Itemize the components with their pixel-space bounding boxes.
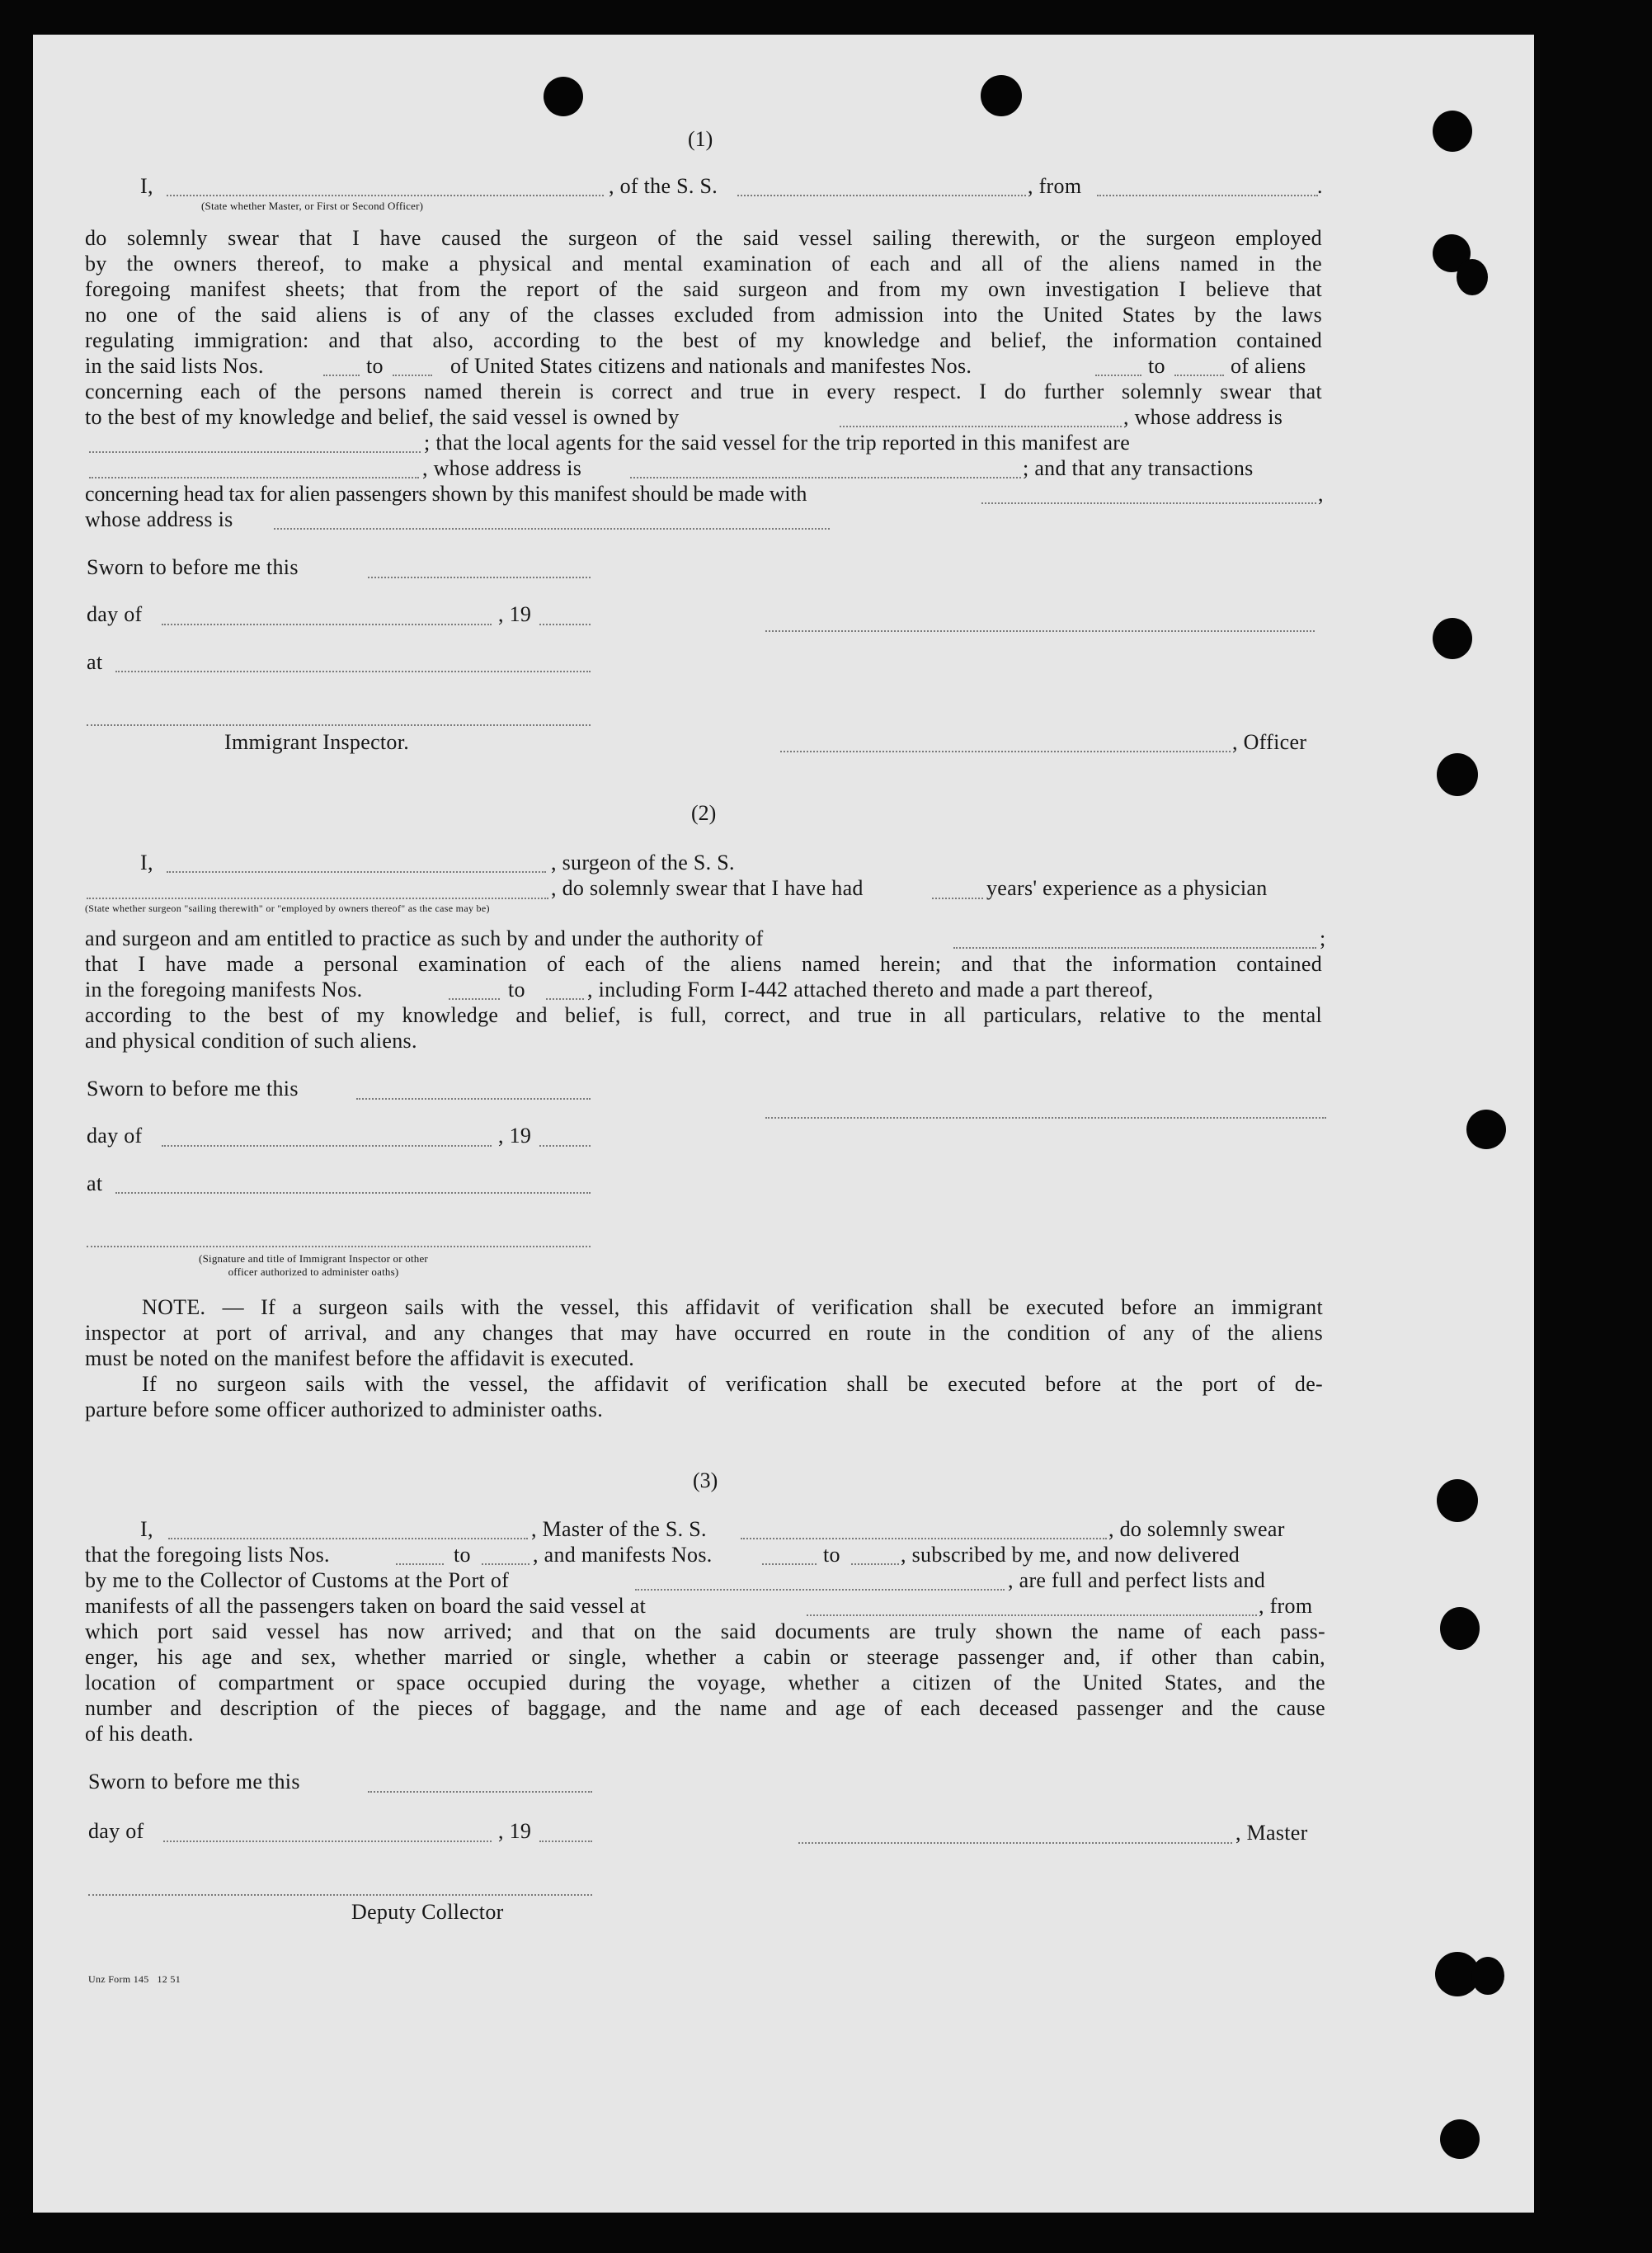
s1-line-7: concerning each of the persons named therein is correct and true in every respect. I do further solemnly swear that: [85, 379, 1322, 403]
surgeon-status-blank[interactable]: [87, 898, 548, 899]
master-signature-blank[interactable]: [798, 1842, 1232, 1844]
s2-line-1a: I,: [140, 851, 153, 874]
s3-line-5: which port said vessel has now arrived; and that on the said documents are truly shown the name of each pass-: [85, 1619, 1325, 1643]
punch-hole-right-7: [1437, 1479, 1478, 1522]
s1-officer-signature-top-blank[interactable]: [765, 630, 1315, 632]
s1-line-11b: ,: [1318, 482, 1324, 506]
s2-line-4: that I have made a personal examination of each of the aliens named herein; and that the information contained: [85, 952, 1322, 976]
years-experience-blank[interactable]: [932, 898, 983, 899]
s3-day-of-label: day of: [88, 1819, 144, 1843]
section-1-number: (1): [688, 127, 713, 151]
agents-address-blank[interactable]: [630, 477, 1021, 478]
s1-opening-from: , from: [1028, 174, 1082, 198]
s3-month-blank[interactable]: [163, 1841, 492, 1842]
manifests-from-blank[interactable]: [1095, 375, 1141, 376]
vessel-name-blank[interactable]: [737, 195, 1026, 196]
s3-master-label: , Master: [1235, 1821, 1308, 1845]
s2-line-5b: to: [508, 978, 525, 1002]
s3-line-8: number and description of the pieces of baggage, and the name and age of each deceased passenger and the cause: [85, 1696, 1325, 1720]
punch-hole-right-10: [1471, 1957, 1504, 1995]
section-3-number: (3): [693, 1468, 718, 1492]
s2-year-label: , 19: [498, 1124, 532, 1148]
local-agents-blank[interactable]: [89, 477, 419, 478]
s2-year-blank[interactable]: [539, 1145, 591, 1147]
s1-at-label: at: [87, 650, 103, 674]
s1-line-9: ; that the local agents for the said vessel for the trip reported in this manifest are: [424, 431, 1131, 455]
s2-surgeon-note: (State whether surgeon "sailing therewith" or "employed by owners thereof" as the case may be): [85, 903, 490, 914]
punch-hole-right-5: [1437, 753, 1478, 796]
s1-line-10b: ; and that any transactions: [1023, 456, 1254, 480]
s2-sworn-day-blank[interactable]: [356, 1098, 591, 1100]
s2-day-of-label: day of: [87, 1124, 143, 1148]
surgeon-manifest-from-blank[interactable]: [449, 998, 500, 1000]
punch-hole-right-11: [1440, 2119, 1480, 2159]
s1-line-8b: , whose address is: [1123, 405, 1283, 429]
s1-officer-label: , Officer: [1232, 730, 1307, 754]
s2-signature-note-2: officer authorized to administer oaths): [228, 1266, 399, 1278]
s1-line-2: by the owners thereof, to make a physical and mental examination of each and all of the aliens named in the: [85, 252, 1322, 276]
s3-line-4a: manifests of all the passengers taken on board the said vessel at: [85, 1594, 647, 1618]
s3-sworn-label: Sworn to before me this: [88, 1770, 300, 1793]
s2-line-2a: , do solemnly swear that I have had: [551, 876, 864, 900]
note-line-2: inspector at port of arrival, and any changes that may have occurred en route in the condition of any of the aliens: [85, 1321, 1323, 1345]
s3-manifests-to-blank[interactable]: [851, 1563, 899, 1565]
practice-authority-blank[interactable]: [953, 947, 1316, 949]
head-tax-address-blank[interactable]: [274, 528, 830, 530]
note-line-3: must be noted on the manifest before the affidavit is executed.: [85, 1346, 635, 1370]
s2-inspector-signature-blank[interactable]: [87, 1246, 591, 1247]
punch-hole-right-6: [1466, 1110, 1506, 1149]
master-officer-blank[interactable]: [167, 195, 604, 196]
s1-line-6a: in the said lists Nos.: [85, 354, 264, 378]
punch-hole-right-1: [1433, 111, 1472, 152]
s2-line-6: according to the best of my knowledge and belief, is full, correct, and true in all particulars, relative to the mental: [85, 1003, 1322, 1027]
s2-sworn-label: Sworn to before me this: [87, 1077, 299, 1101]
s2-line-3b: ;: [1320, 926, 1326, 950]
s1-day-of-label: day of: [87, 602, 143, 626]
s1-opening-period: .: [1317, 174, 1323, 198]
s3-line-2c: , and manifests Nos.: [533, 1543, 713, 1567]
port-of-arrival-blank[interactable]: [635, 1589, 1005, 1591]
s1-line-5: regulating immigration: and that also, according to the best of my knowledge and belief, the information contained: [85, 328, 1322, 352]
form-identifier: Unz Form 145 12 51: [88, 1973, 181, 1985]
s3-line-4b: , from: [1259, 1594, 1313, 1618]
s2-line-7: and physical condition of such aliens.: [85, 1029, 417, 1053]
manifests-to-blank[interactable]: [1174, 375, 1224, 376]
port-of-embarkation-blank[interactable]: [807, 1614, 1257, 1616]
s1-line-11a: concerning head tax for alien passengers shown by this manifest should be made with: [85, 482, 807, 506]
lists-from-blank[interactable]: [323, 375, 360, 376]
s1-inspector-label: Immigrant Inspector.: [224, 730, 410, 754]
deputy-collector-signature-blank[interactable]: [88, 1894, 592, 1896]
s1-sworn-day-blank[interactable]: [368, 577, 591, 578]
s1-line-6c: of United States citizens and nationals and manifestes Nos.: [450, 354, 972, 378]
s1-year-blank[interactable]: [539, 624, 591, 625]
s1-sworn-label: Sworn to before me this: [87, 555, 299, 579]
head-tax-contact-blank[interactable]: [981, 502, 1316, 504]
s2-surgeon-signature-blank[interactable]: [765, 1117, 1326, 1119]
s3-line-1a: I,: [140, 1517, 153, 1541]
s1-line-8a: to the best of my knowledge and belief, the said vessel is owned by: [85, 405, 680, 429]
s3-line-1c: , do solemnly swear: [1108, 1517, 1285, 1541]
s3-line-1b: , Master of the S. S.: [531, 1517, 707, 1541]
s1-at-blank[interactable]: [115, 671, 591, 672]
lists-to-blank[interactable]: [393, 375, 432, 376]
s3-year-blank[interactable]: [539, 1841, 592, 1842]
s2-at-blank[interactable]: [115, 1192, 591, 1194]
s2-at-label: at: [87, 1171, 103, 1195]
s1-line-1: do solemnly swear that I have caused the surgeon of the said vessel sailing therewith, or the surgeon employed: [85, 226, 1322, 250]
s3-vessel-name-blank[interactable]: [741, 1538, 1107, 1539]
s3-lists-from-blank[interactable]: [396, 1563, 444, 1565]
s3-line-2e: , subscribed by me, and now delivered: [901, 1543, 1240, 1567]
s2-month-blank[interactable]: [162, 1145, 492, 1147]
s3-line-2a: that the foregoing lists Nos.: [85, 1543, 330, 1567]
s1-line-6b: to: [366, 354, 384, 378]
s3-year-label: , 19: [498, 1819, 532, 1843]
section-2-number: (2): [691, 801, 717, 825]
s3-line-3a: by me to the Collector of Customs at the Port of: [85, 1568, 510, 1592]
s2-line-5c: , including Form I-442 attached thereto and made a part thereof,: [587, 978, 1154, 1002]
note-line-5: parture before some officer authorized to administer oaths.: [85, 1398, 603, 1421]
punch-hole-right-4: [1433, 618, 1472, 659]
s2-line-2b: years' experience as a physician: [986, 876, 1268, 900]
master-name-blank[interactable]: [168, 1538, 528, 1539]
punch-hole-right-3: [1457, 259, 1488, 295]
s1-month-blank[interactable]: [162, 624, 492, 625]
s1-line-4: no one of the said aliens is of any of the classes excluded from admission into the United States by the laws: [85, 303, 1322, 327]
s1-opening-i: I,: [140, 174, 153, 198]
s1-officer-signature-blank[interactable]: [780, 751, 1231, 752]
s2-signature-note-1: (Signature and title of Immigrant Inspector or other: [199, 1252, 428, 1265]
s3-manifests-from-blank[interactable]: [762, 1563, 817, 1565]
note-line-1: NOTE. — If a surgeon sails with the vessel, this affidavit of verification shall be executed before an immigrant: [142, 1295, 1323, 1319]
s3-lists-to-blank[interactable]: [482, 1563, 529, 1565]
surgeon-manifest-to-blank[interactable]: [546, 998, 584, 1000]
s3-line-7: location of compartment or space occupied during the voyage, whether a citizen of the United States, and the: [85, 1671, 1325, 1694]
s2-line-3a: and surgeon and am entitled to practice as such by and under the authority of: [85, 926, 764, 950]
s1-line-10a: , whose address is: [422, 456, 582, 480]
punch-hole-right-8: [1440, 1607, 1480, 1650]
punch-hole-top-left: [544, 77, 583, 116]
s1-inspector-signature-blank[interactable]: [87, 724, 591, 726]
s1-line-12: whose address is: [85, 507, 233, 531]
note-line-4: If no surgeon sails with the vessel, the affidavit of verification shall be executed before at the port of de-: [142, 1372, 1323, 1396]
vessel-owner-blank[interactable]: [840, 426, 1122, 427]
owner-address-blank[interactable]: [89, 451, 421, 453]
s3-line-2b: to: [454, 1543, 471, 1567]
s2-line-1b: , surgeon of the S. S.: [551, 851, 735, 874]
s1-line-6e: of aliens: [1231, 354, 1306, 378]
s3-line-6: enger, his age and sex, whether married or single, whether a cabin or steerage passenger and, if other than cabin,: [85, 1645, 1325, 1669]
s2-line-5a: in the foregoing manifests Nos.: [85, 978, 363, 1002]
s1-line-6d: to: [1148, 354, 1165, 378]
s3-deputy-collector-label: Deputy Collector: [351, 1900, 504, 1924]
s3-sworn-day-blank[interactable]: [368, 1791, 592, 1793]
departure-port-blank[interactable]: [1097, 195, 1318, 196]
s1-opening-ss: , of the S. S.: [609, 174, 718, 198]
s3-line-3b: , are full and perfect lists and: [1008, 1568, 1266, 1592]
s3-line-2d: to: [823, 1543, 840, 1567]
punch-hole-top-right: [981, 75, 1022, 116]
surgeon-name-blank[interactable]: [167, 871, 546, 873]
s1-line-3: foregoing manifest sheets; that from the report of the said surgeon and from my own investigation I believe that: [85, 277, 1322, 301]
s1-year-label: , 19: [498, 602, 532, 626]
s1-opening-note: (State whether Master, or First or Second Officer): [201, 200, 424, 212]
s3-line-9: of his death.: [85, 1722, 194, 1746]
